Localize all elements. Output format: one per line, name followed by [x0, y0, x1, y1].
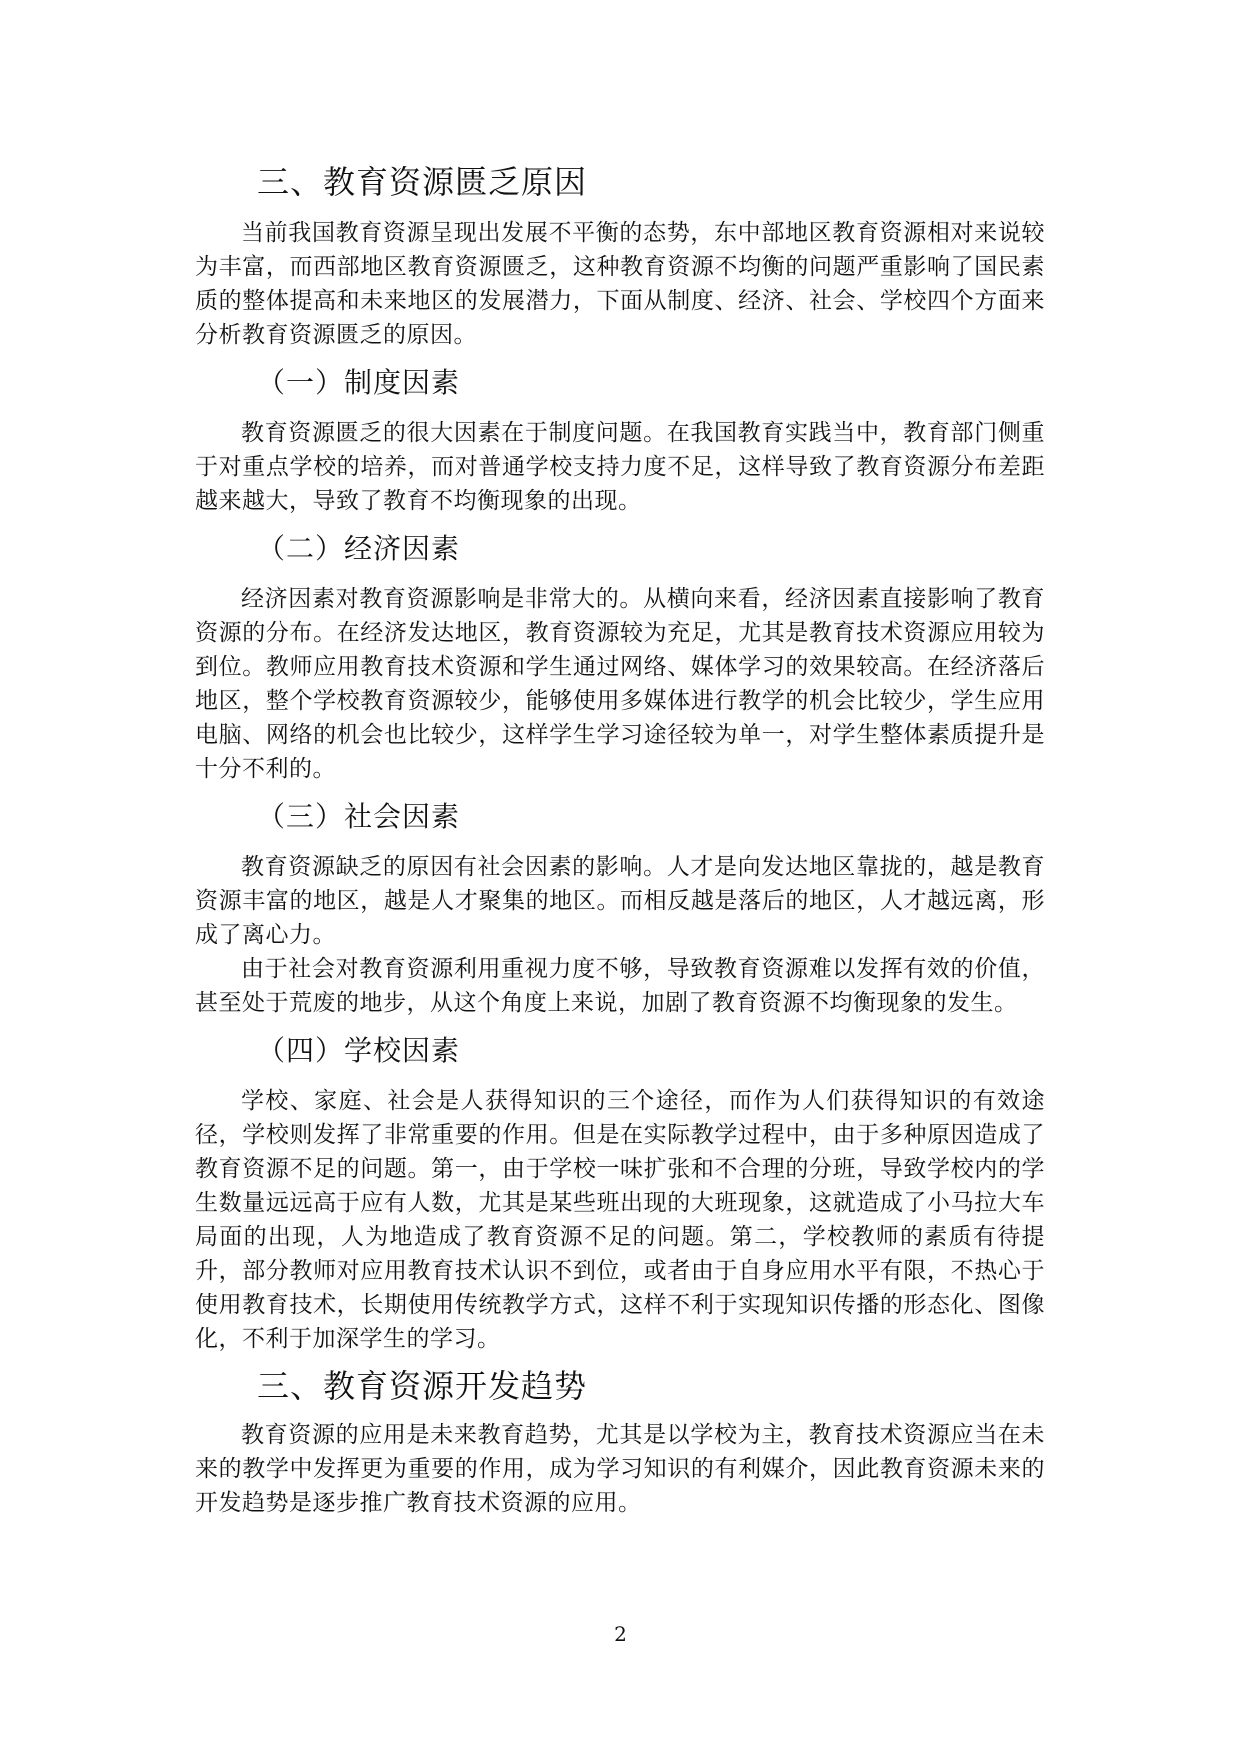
section-heading: 三、教育资源匮乏原因 [257, 163, 588, 201]
subsection-heading-school: （四）学校因素 [257, 1034, 461, 1067]
paragraph-social-1: 教育资源缺乏的原因有社会因素的影响。人才是向发达地区靠拢的，越是教育资源丰富的地区，越是人才聚集的地区。而相反越是落后的地区，人才越远离，形成了离心力。 [195, 854, 1045, 948]
subsection-heading-social: （三）社会因素 [257, 800, 461, 833]
paragraph-trends: 教育资源的应用是未来教育趋势，尤其是以学校为主，教育技术资源应当在未来的教学中发挥更为重要的作用，成为学习知识的有利媒介，因此教育资源未来的开发趋势是逐步推广教育技术资源的应用。 [195, 1422, 1045, 1516]
subsection-heading-institutional: （一）制度因素 [257, 366, 461, 399]
section-heading-trends: 三、教育资源开发趋势 [257, 1367, 588, 1405]
page-number: 2 [614, 1622, 627, 1646]
paragraph-institutional: 教育资源匮乏的很大因素在于制度问题。在我国教育实践当中，教育部门侧重于对重点学校的培养，而对普通学校支持力度不足，这样导致了教育资源分布差距越来越大，导致了教育不均衡现象的出现。 [195, 420, 1045, 514]
paragraph-social-2: 由于社会对教育资源利用重视力度不够，导致教育资源难以发挥有效的价值，甚至处于荒废的地步，从这个角度上来说，加剧了教育资源不均衡现象的发生。 [195, 956, 1045, 1016]
subsection-heading-economic: （二）经济因素 [257, 532, 461, 565]
section-intro-paragraph: 当前我国教育资源呈现出发展不平衡的态势，东中部地区教育资源相对来说较为丰富，而西部地区教育资源匮乏，这种教育资源不均衡的问题严重影响了国民素质的整体提高和未来地区的发展潜力，下面从制度、经济、社会、学校四个方面来分析教育资源匮乏的原因。 [195, 220, 1045, 348]
page-content [195, 162, 1045, 1520]
paragraph-school: 学校、家庭、社会是人获得知识的三个途径，而作为人们获得知识的有效途径，学校则发挥了非常重要的作用。但是在实际教学过程中，由于多种原因造成了教育资源不足的问题。第一，由于学校一味扩张和不合理的分班，导致学校内的学生数量远远高于应有人数，尤其是某些班出现的大班现象，这就造成了小马拉大车局面的出现，人为地造成了教育资源不足的问题。第二，学校教师的素质有待提升，部分教师对应用教育技术认识不到位，或者由于自身应用水平有限，不热心于使用教育技术，长期使用传统教学方式，这样不利于实现知识传播的形态化、图像化，不利于加深学生的学习。 [195, 1088, 1045, 1352]
paragraph-economic: 经济因素对教育资源影响是非常大的。从横向来看，经济因素直接影响了教育资源的分布。在经济发达地区，教育资源较为充足，尤其是教育技术资源应用较为到位。教师应用教育技术资源和学生通过网络、媒体学习的效果较高。在经济落后地区，整个学校教育资源较少，能够使用多媒体进行教学的机会比较少，学生应用电脑、网络的机会也比较少，这样学生学习途径较为单一，对学生整体素质提升是十分不利的。 [195, 586, 1045, 782]
